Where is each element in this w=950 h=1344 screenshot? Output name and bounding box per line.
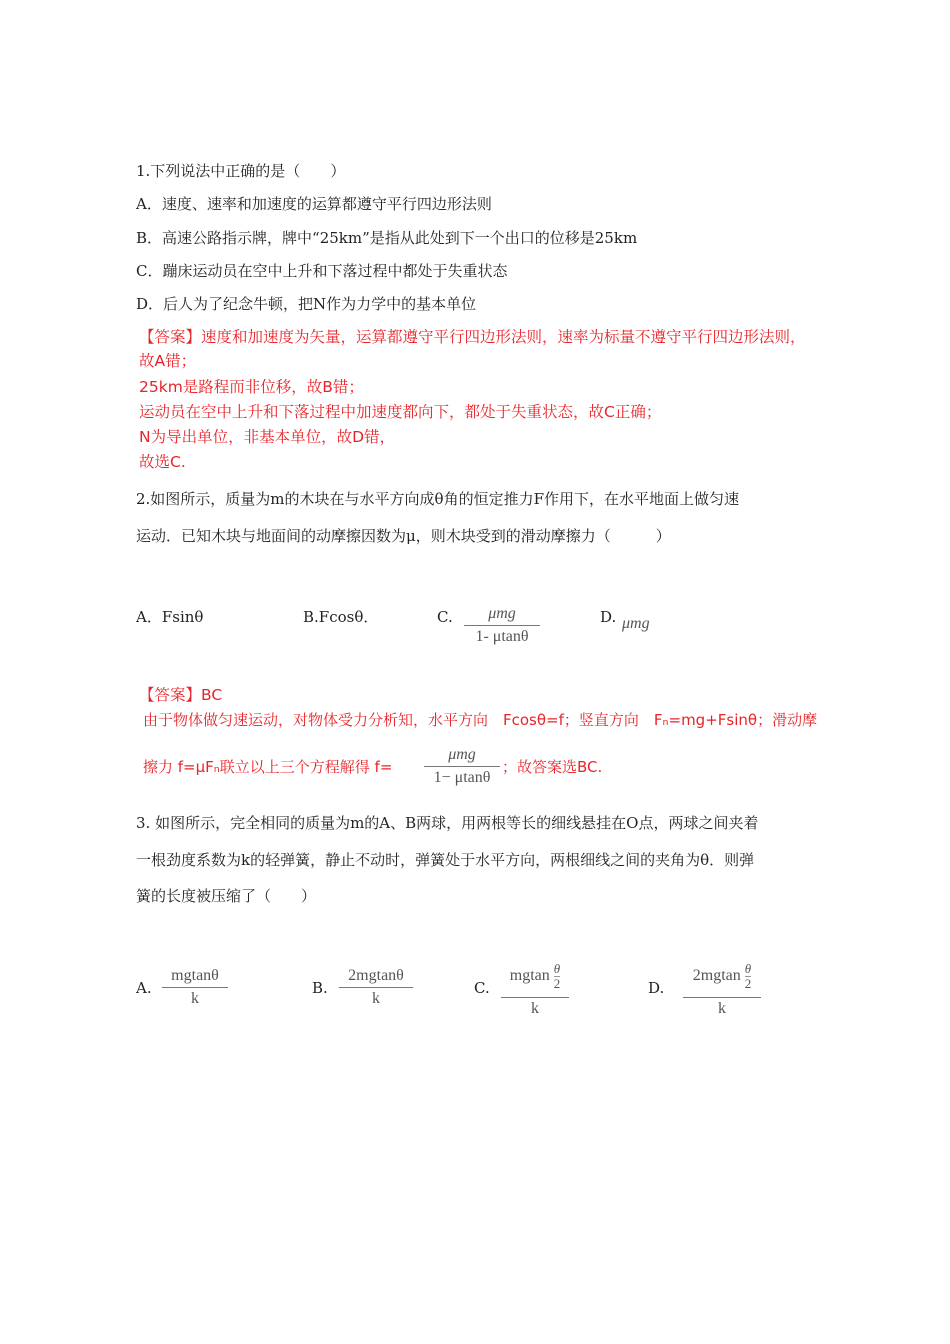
q1-answer-line-4: 运动员在空中上升和下落过程中加速度都向下，都处于失重状态，故C正确； — [139, 403, 662, 421]
q3-stem-line-1: 3. 如图所示，完全相同的质量为m的A、B两球，用两根等长的细线悬挂在O点，两球之间夹着 — [136, 814, 759, 832]
q2-answer-line-2a: 擦力 f=μFₙ联立以上三个方程解得 f= — [143, 758, 393, 776]
q3-option-a-numerator: mgtanθ — [171, 967, 219, 984]
two-digit: 2 — [744, 975, 752, 991]
q2-option-a: A．Fsinθ — [136, 608, 204, 626]
q2-stem-line-1: 2.如图所示，质量为m的木块在与水平方向成θ角的恒定推力F作用下，在水平地面上做匀速 — [136, 490, 739, 508]
q3-option-a-fraction — [162, 966, 228, 1009]
q3-option-c-label: C. — [474, 979, 490, 997]
fraction-bar — [339, 987, 413, 988]
q3-option-c-fraction — [501, 956, 569, 1019]
theta-symbol: θ — [553, 960, 561, 976]
q2-option-c-label: C. — [437, 608, 453, 626]
q2-answer-line-2b: ；故答案选BC. — [502, 758, 603, 776]
q1-option-a: A．速度、速率和加速度的运算都遵守平行四边形法则 — [136, 195, 492, 213]
fraction-bar — [683, 997, 761, 998]
q3-option-a-label: A. — [136, 979, 152, 997]
q3-option-c-numerator — [501, 956, 569, 996]
q1-answer-line-1: 【答案】速度和加速度为矢量，运算都遵守平行四边形法则，速率为标量不遵守平行四边形法则， — [139, 328, 806, 346]
q3-option-b-fraction — [339, 966, 413, 1009]
q1-option-b: B．高速公路指示牌，牌中“25km”是指从此处到下一个出口的位移是25km — [136, 229, 638, 247]
q3-option-c-numerator-text: mgtan — [509, 967, 550, 984]
q2-option-c-denominator: 1- μtanθ — [475, 628, 529, 645]
q3-option-b-label: B. — [312, 979, 328, 997]
q3-option-a-denominator: k — [191, 990, 199, 1007]
q1-answer-line-6: 故选C. — [139, 453, 186, 471]
q2-option-c-numerator: μmg — [488, 605, 516, 622]
q3-option-b-denominator: k — [372, 990, 380, 1007]
q3-option-d-numerator — [683, 956, 761, 996]
q1-stem: 1.下列说法中正确的是（ ） — [136, 162, 346, 180]
q3-stem-line-3: 簧的长度被压缩了（ ） — [136, 887, 317, 905]
q2-option-d-label: D. — [600, 608, 617, 626]
q3-option-d-denominator: k — [718, 1000, 726, 1017]
q3-option-b-numerator: 2mgtanθ — [348, 967, 404, 984]
two-digit: 2 — [553, 975, 561, 991]
q2-option-b: B.Fcosθ． — [303, 608, 379, 626]
q3-option-c-denominator: k — [531, 1000, 539, 1017]
q2-answer-fraction — [424, 745, 500, 788]
theta-symbol: θ — [744, 960, 752, 976]
q3-option-c-half-theta — [554, 962, 561, 991]
q2-answer-numerator: μmg — [448, 746, 476, 763]
q3-option-d-half-theta — [745, 962, 752, 991]
q2-answer-line-1: 由于物体做匀速运动，对物体受力分析知，水平方向 Fcosθ=f；竖直方向 Fₙ=mg+Fsinθ；滑动摩 — [143, 711, 818, 729]
q2-answer-denominator: 1− μtanθ — [433, 769, 491, 786]
q1-answer-line-3: 25km是路程而非位移，故B错； — [139, 378, 364, 396]
q1-option-d: D．后人为了纪念牛顿，把N作为力学中的基本单位 — [136, 295, 477, 313]
q3-stem-line-2: 一根劲度系数为k的轻弹簧，静止不动时，弹簧处于水平方向，两根细线之间的夹角为θ．则弹 — [136, 851, 755, 869]
q2-option-c-fraction — [464, 604, 540, 647]
q3-option-d-numerator-text: 2mgtan — [692, 967, 741, 984]
q1-answer-line-2: 故A错； — [139, 352, 197, 370]
q3-option-d-label: D. — [648, 979, 665, 997]
fraction-bar — [464, 625, 540, 626]
q1-answer-line-5: N为导出单位，非基本单位，故D错， — [139, 428, 396, 446]
q2-stem-line-2: 运动．已知木块与地面间的动摩擦因数为μ，则木块受到的滑动摩擦力（ ） — [136, 527, 671, 545]
fraction-bar — [501, 997, 569, 998]
q3-option-d-fraction — [683, 956, 761, 1019]
q2-answer-head: 【答案】BC — [139, 686, 223, 704]
fraction-bar — [162, 987, 228, 988]
q1-option-c: C．蹦床运动员在空中上升和下落过程中都处于失重状态 — [136, 262, 508, 280]
q2-option-d-expr: μmg — [622, 615, 650, 632]
fraction-bar — [424, 766, 500, 767]
